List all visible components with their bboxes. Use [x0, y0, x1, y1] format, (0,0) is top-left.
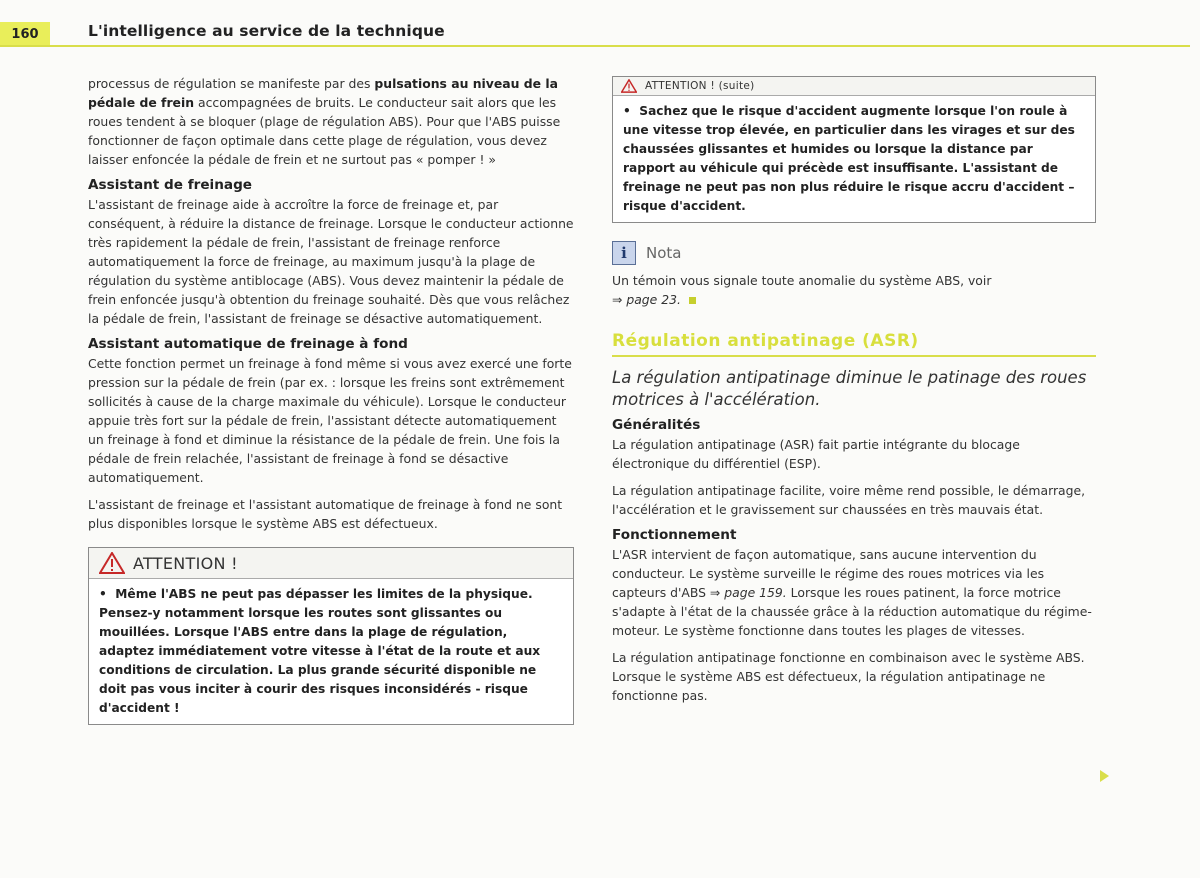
- end-mark-icon: [689, 297, 696, 304]
- warning-content: Même l'ABS ne peut pas dépasser les limites de la physique. Pensez-y notamment lorsque les routes sont glissantes ou mouillées. Lorsque l'ABS entre dans la plage de régulation, adaptez immédiatement votre vitesse à l'état de la route et aux conditions de circulation. La plus grande sécurité disponible ne doit pas vous inciter à courir des risques inconsidérés - risque d'accident !: [99, 587, 541, 715]
- right-column: [612, 76, 1096, 713]
- warning-text: [99, 585, 563, 718]
- warning-continued-body: [613, 96, 1095, 222]
- note-arrow: ⇒: [612, 292, 623, 307]
- note-page-link[interactable]: page 23.: [626, 292, 681, 307]
- fonctionnement-text-2: La régulation antipatinage fonctionne en combinaison avec le système ABS. Lorsque le système ABS est défectueux, la régulation antipatinage ne fonctionne pas.: [612, 650, 1085, 703]
- warning-box: [88, 547, 574, 725]
- generalites-text-1: La régulation antipatinage (ASR) fait partie intégrante du blocage électronique du différentiel (ESP).: [612, 437, 1020, 471]
- section-heading-fonctionnement: Fonctionnement: [612, 527, 737, 543]
- intro-part-2-bold: pulsations au niveau de la pédale de frein: [88, 76, 558, 110]
- fonctionnement-part-a: L'ASR intervient de façon automatique, sans aucune intervention du conducteur. Le système surveille le régime des roues motrices via les capteurs d'ABS ⇒: [612, 547, 1045, 600]
- warning-continued-title: ATTENTION ! (suite): [645, 80, 755, 92]
- note-body: Un témoin vous signale toute anomalie du système ABS, voir: [612, 273, 992, 288]
- section-title-asr: Régulation antipatinage (ASR): [612, 331, 1096, 357]
- assistant-auto-text-2: L'assistant de freinage et l'assistant automatique de freinage à fond ne sont plus disponibles lorsque le système ABS est défectueux.: [88, 497, 563, 531]
- note-header: [612, 241, 1096, 265]
- fonctionnement-page-link[interactable]: page 159.: [724, 585, 787, 600]
- left-column: [88, 74, 574, 725]
- fonctionnement-part-b: Lorsque les roues patinent, la force motrice s'adapte à l'état de la chaussée grâce à la réduction automatique du régime-moteur. Le système fonctionne dans toutes les plages de vitesses.: [612, 585, 1092, 638]
- fonctionnement-text-1: [612, 545, 1096, 640]
- generalites-text-2: La régulation antipatinage facilite, voire même rend possible, le démarrage, l'accélération et le gravissement sur chaussées en très mauvais état.: [612, 483, 1086, 517]
- asr-lead: La régulation antipatinage diminue le patinage des roues motrices à l'accélération.: [612, 368, 1087, 409]
- running-title: L'intelligence au service de la technique: [88, 22, 445, 40]
- page-number: 160: [0, 22, 50, 46]
- warning-continued-text: [623, 102, 1085, 216]
- note-text: [612, 271, 1096, 309]
- warning-body: [89, 579, 573, 724]
- intro-paragraph: [88, 74, 574, 169]
- warning-triangle-icon: [621, 79, 637, 93]
- warning-continued-content: Sachez que le risque d'accident augmente lorsque l'on roule à une vitesse trop élevée, en particulier dans les virages et sur des chaussées glissantes et humides ou lorsque la distance par rapport au véhicule qui précède est insuffisante. L'assistant de freinage ne peut pas non plus réduire le risque accru d'accident – risque d'accident.: [623, 104, 1075, 213]
- warning-box-continued: [612, 76, 1096, 223]
- warning-bullet: •: [99, 587, 107, 601]
- intro-part-3: accompagnées de bruits. Le conducteur sait alors que les roues tendent à se bloquer (plage de régulation ABS). Pour que l'ABS puisse fonctionner de façon optimale dans cette plage de régulation, vous devez laisser enfoncée la pédale de frein et ne surtout pas « pomper ! »: [88, 95, 561, 167]
- assistant-auto-text-1: Cette fonction permet un freinage à fond même si vous avez exercé une forte pression sur la pédale de frein (par ex. : lorsque les freins sont extrêmement sollicités à cause de la charge maximale du véhicule). Lorsque le conducteur appuie très fort sur la pédale de frein, l'assistant détecte automatiquement un freinage à fond et diminue la résistance de la pédale de frein. Une fois la pédale de frein relachée, l'assistant de freinage à fond se désactive automatiquement.: [88, 356, 572, 485]
- warning-triangle-icon: [99, 552, 125, 574]
- note-title: Nota: [646, 244, 682, 262]
- header-rule: [0, 45, 1190, 47]
- warning-continued-header: [613, 77, 1095, 96]
- intro-part-1: processus de régulation se manifeste par des: [88, 76, 375, 91]
- warning-title: ATTENTION !: [133, 553, 238, 573]
- section-heading-assistant-freinage: Assistant de freinage: [88, 177, 253, 193]
- section-heading-assistant-auto: Assistant automatique de freinage à fond: [88, 336, 408, 352]
- section-heading-generalites: Généralités: [612, 417, 701, 433]
- continue-arrow-icon: [1100, 770, 1109, 782]
- warning-header: [89, 548, 573, 579]
- info-icon: i: [612, 241, 636, 265]
- assistant-freinage-text: L'assistant de freinage aide à accroître la force de freinage et, par conséquent, à réduire la distance de freinage. Lorsque le conducteur actionne très rapidement la pédale de frein, l'assistant de freinage renforce automatiquement la force de freinage, au maximum jusqu'à la plage de régulation du système antiblocage (ABS). Vous devez maintenir la pédale de frein enfoncée jusqu'à obtention du freinage souhaité. Dès que vous relâchez la pédale de frein, l'assistant de freinage se désactive automatiquement.: [88, 197, 574, 326]
- warning-continued-bullet: •: [623, 104, 631, 118]
